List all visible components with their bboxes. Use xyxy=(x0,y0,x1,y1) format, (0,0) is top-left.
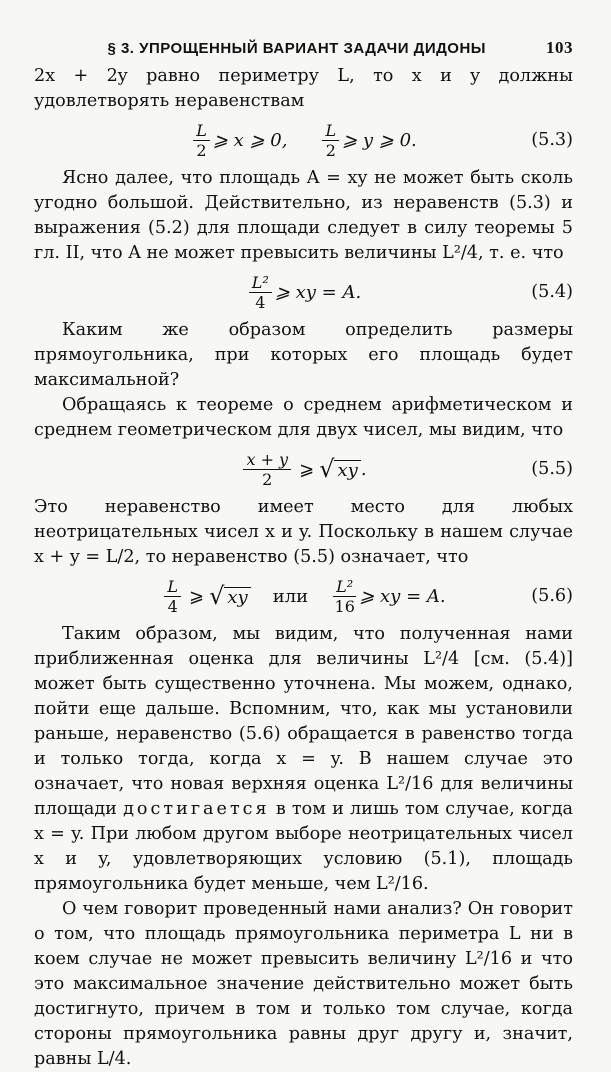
equation-5-6 xyxy=(34,570,573,622)
eq56-num1: L xyxy=(164,577,181,597)
sqrt-symbol: √ xy xyxy=(209,584,251,608)
paragraph-4: Обращаясь к теореме о среднем арифметическом и среднем геометрическом для двух чисел, мы видим, что xyxy=(34,395,573,440)
page-header xyxy=(34,38,573,64)
equation-5-5 xyxy=(34,443,573,495)
eq56-rest2: ⩾ xy = A. xyxy=(359,585,446,607)
eq55-num: x + y xyxy=(243,450,291,470)
eq56-radicand: xy xyxy=(224,587,250,608)
page-number: 103 xyxy=(546,38,573,57)
paragraph-1: 2x + 2y равно периметру L, то x и y должны удовлетворять неравенствам xyxy=(34,66,573,111)
paragraph-3: Каким же образом определить размеры прямоугольника, при которых его площадь будет максимальной? xyxy=(34,320,573,390)
eq56-word: или xyxy=(272,585,309,607)
eq55-end: . xyxy=(360,458,367,480)
equation-5-4 xyxy=(34,266,573,318)
sqrt-symbol: √ xy xyxy=(319,457,361,481)
eq55-den: 2 xyxy=(262,469,273,489)
paragraph-2: Ясно далее, что площадь A = xy не может быть сколь угодно большой. Действительно, из неравенств (5.3) и выражения (5.2) для площади следует в силу теоремы 5 гл. II, что A не может превысить величины L²/4, т. е. что xyxy=(34,168,573,263)
eq54-den: 4 xyxy=(255,292,266,312)
eq53-num1: L xyxy=(193,121,210,141)
equation-label-5-4: (5.4) xyxy=(531,282,573,302)
equation-5-3 xyxy=(34,114,573,166)
eq55-rel: ⩾ xyxy=(299,458,315,480)
running-title: § 3. УПРОЩЕННЫЙ ВАРИАНТ ЗАДАЧИ ДИДОНЫ xyxy=(107,40,486,57)
eq54-rest: ⩾ xy = A. xyxy=(274,281,362,303)
equation-label-5-6: (5.6) xyxy=(531,586,573,606)
eq54-num: L² xyxy=(249,273,272,293)
equation-label-5-5: (5.5) xyxy=(531,459,573,479)
eq56-num2: L² xyxy=(333,577,356,597)
eq56-rel1: ⩾ xyxy=(189,585,205,607)
eq56-den2: 16 xyxy=(334,596,355,616)
paragraph-7: О чем говорит проведенный нами анализ? Он говорит о том, что площадь прямоугольника периметра L ни в коем случае не может превысить величину L²/16 и что это максимальное значение действительно может быть достигнуто, причем в том и только том случае, когда стороны прямоугольника равны друг другу и, значит, равны L/4. xyxy=(34,899,573,1069)
eq53-den2: 2 xyxy=(325,140,336,160)
eq53-rel1: ⩾ x ⩾ 0, xyxy=(212,129,288,151)
eq55-radicand: xy xyxy=(334,460,360,481)
emphasis-text: достигается xyxy=(123,799,270,819)
eq53-num2: L xyxy=(322,121,339,141)
paragraph-5: Это неравенство имеет место для любых неотрицательных чисел x и y. Поскольку в нашем случае x + y = L/2, то неравенство (5.5) означает, что xyxy=(34,497,573,567)
eq53-den1: 2 xyxy=(196,140,207,160)
paragraph-6-part-c: в том и лишь том случае, когда x = y. При любом другом выборе неотрицательных чисел x и y, удовлетворяющих условию (5.1), площадь прямоугольника будет меньше, чем L²/16. xyxy=(34,799,574,894)
eq53-rel2: ⩾ y ⩾ 0. xyxy=(342,129,417,151)
equation-label-5-3: (5.3) xyxy=(531,130,573,150)
eq56-den1: 4 xyxy=(167,596,178,616)
paragraph-6 xyxy=(34,622,573,897)
paragraph-6-part-a: Таким образом, мы видим, что полученная нами приближенная оценка для величины L²/4 [см. (5.4)] может быть существенно уточнена. Мы можем, однако, пойти еще дальше. Вспомним, что, как мы установили раньше, неравенство (5.6) обращается в равенство тогда и только тогда, когда x = y. В нашем случае это означает, что новая верхняя оценка L²/16 для величины площади xyxy=(34,624,573,819)
